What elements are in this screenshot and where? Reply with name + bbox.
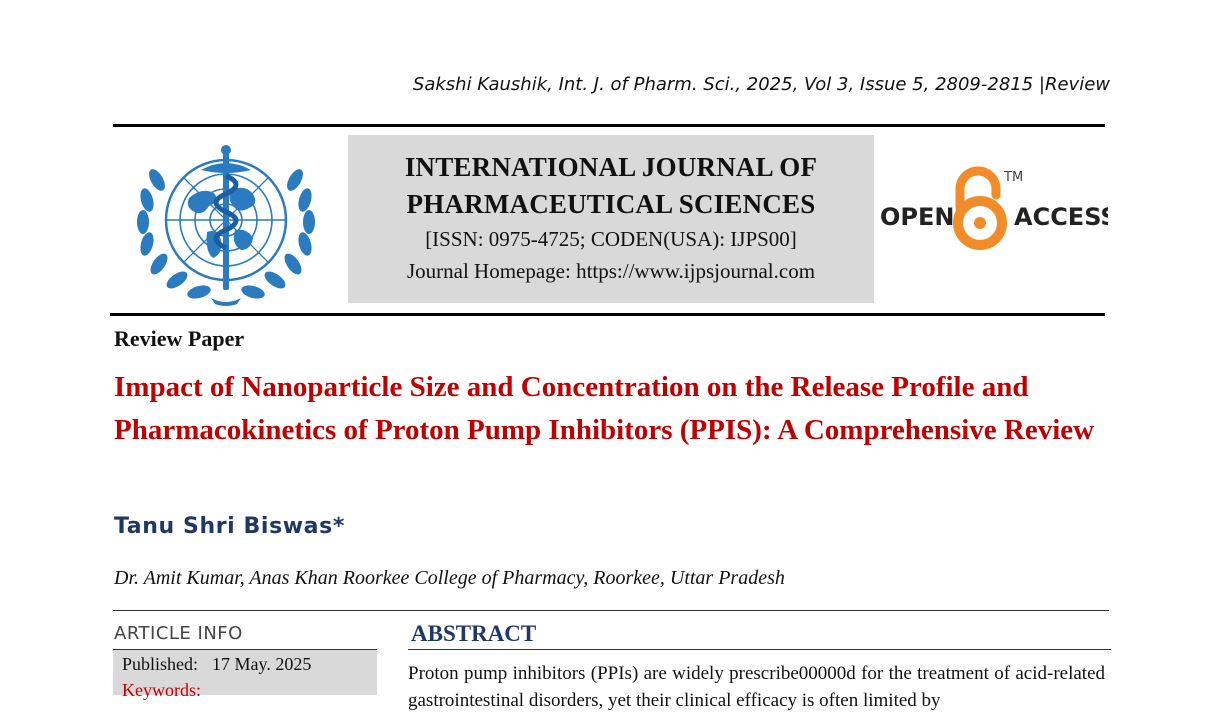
keywords-label: Keywords:: [122, 680, 201, 700]
published-row: [122, 654, 311, 675]
journal-name: [348, 149, 874, 223]
abstract-text: Proton pump inhibitors (PPIs) are widely prescribe00000d for the treatment of acid-related gastrointestinal disorders, yet their clinical efficacy is often limited by: [408, 663, 1105, 711]
header-rule-bottom: [110, 313, 1105, 316]
paper-type: Review Paper: [114, 326, 245, 351]
journal-issn: [ISSN: 0975-4725; CODEN(USA): IJPS00]: [425, 227, 797, 251]
open-access-logo: [878, 165, 1108, 255]
published-label: Published:: [122, 654, 199, 674]
open-lock-icon: [958, 171, 1002, 245]
section-divider: [113, 610, 1109, 611]
author-name: Tanu Shri Biswas*: [114, 514, 345, 539]
trademark-mark: TM: [1004, 170, 1024, 185]
journal-emblem-icon: [127, 140, 325, 306]
open-word: OPEN: [880, 203, 955, 231]
journal-homepage[interactable]: Journal Homepage: https://www.ijpsjournal.com: [406, 259, 816, 283]
running-head: Sakshi Kaushik, Int. J. of Pharm. Sci., 2025, Vol 3, Issue 5, 2809-2815 |Review: [412, 74, 1110, 95]
abstract-heading: ABSTRACT: [411, 621, 537, 646]
paper-title: Impact of Nanoparticle Size and Concentration on the Release Profile and Pharmacokinetics of Proton Pump Inhibitors (PPIS): A Comprehensive Review: [114, 371, 1095, 446]
header-rule-top: [113, 124, 1105, 127]
access-word: ACCESS: [1014, 203, 1108, 231]
journal-info-box: [348, 135, 874, 303]
journal-name-line-2: PHARMACEUTICAL SCIENCES: [406, 189, 816, 219]
author-affiliation: Dr. Amit Kumar, Anas Khan Roorkee College of Pharmacy, Roorkee, Uttar Pradesh: [114, 567, 785, 589]
article-info-heading: ARTICLE INFO: [114, 623, 243, 644]
published-date: 17 May. 2025: [212, 654, 312, 674]
journal-name-line-1: INTERNATIONAL JOURNAL OF: [404, 152, 818, 182]
abstract-rule: [408, 649, 1111, 650]
